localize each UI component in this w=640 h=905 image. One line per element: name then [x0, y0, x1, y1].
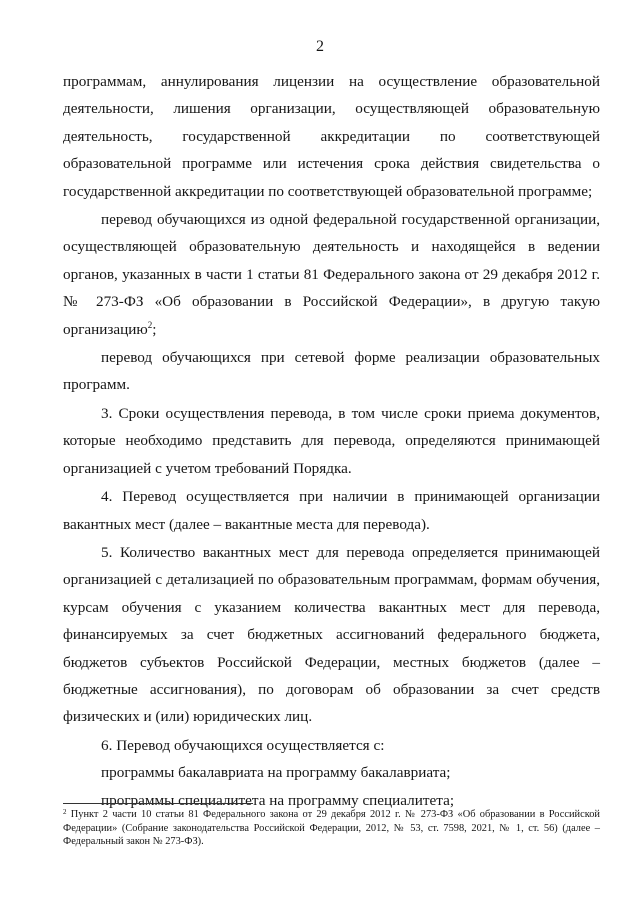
list-item-specialist: программы специалитета на программу специалитета; — [101, 791, 455, 809]
document-body — [63, 68, 600, 814]
paragraph-federal-transfer-text: перевод обучающихся из одной федеральной государственной организации, осуществляющей образовательную деятельность и находящейся в ведении органов, указанных в части 1 статьи 81 Федерального закона от 29 декабря 2012 г. № 273-ФЗ «Об образовании в Российской Федерации», в другую такую организацию — [63, 211, 600, 338]
paragraph-item-6: 6. Перевод обучающихся осуществляется с: — [101, 736, 385, 754]
paragraph-network-form: перевод обучающихся при сетевой форме реализации образовательных программ. — [63, 349, 600, 394]
list-item-bachelor: программы бакалавриата на программу бакалавриата; — [101, 764, 451, 782]
paragraph-item-3: 3. Сроки осуществления перевода, в том числе сроки приема документов, которые необходимо представить для перевода, определяются принимающей организацией с учетом требований Порядка. — [63, 404, 600, 477]
paragraph-item-4: 4. Перевод осуществляется при наличии в принимающей организации вакантных мест (далее – вакантные места для перевода). — [63, 488, 600, 533]
paragraph-federal-transfer-tail: ; — [152, 320, 157, 338]
footnote-divider — [63, 803, 253, 804]
footnote-text: Пункт 2 части 10 статьи 81 Федерального закона от 29 декабря 2012 г. № 273-ФЗ «Об образовании в Российской Федерации» (Собрание законодательства Российской Федерации, 2012, № 53, ст. 7598, 2021, № 1, ст. 56) (далее – Федеральный закон № 273-ФЗ). — [63, 809, 600, 847]
paragraph-continuation: программам, аннулирования лицензии на осуществление образовательной деятельности, лишения организации, осуществляющей образовательную деятельность, государственной аккредитации по соответствующей образовательной программе или истечения срока действия свидетельства о государственной аккредитации по соответствующей образовательной программе; — [63, 73, 600, 200]
footnote-reference: 2 — [147, 319, 153, 330]
footnote — [63, 808, 600, 849]
page-number: 2 — [316, 38, 324, 55]
paragraph-item-5: 5. Количество вакантных мест для перевода определяется принимающей организацией с детализацией по образовательным программам, формам обучения, курсам обучения с указанием количества вакантных мест для перевода, финансируемых за счет бюджетных ассигнований федерального бюджета, бюджетов субъектов Российской Федерации, местных бюджетов (далее – бюджетные ассигнования), по договорам об образовании за счет средств физических и (или) юридических лиц. — [63, 543, 600, 726]
paragraph-federal-transfer — [63, 206, 600, 343]
footnote-marker: 2 — [63, 808, 67, 816]
